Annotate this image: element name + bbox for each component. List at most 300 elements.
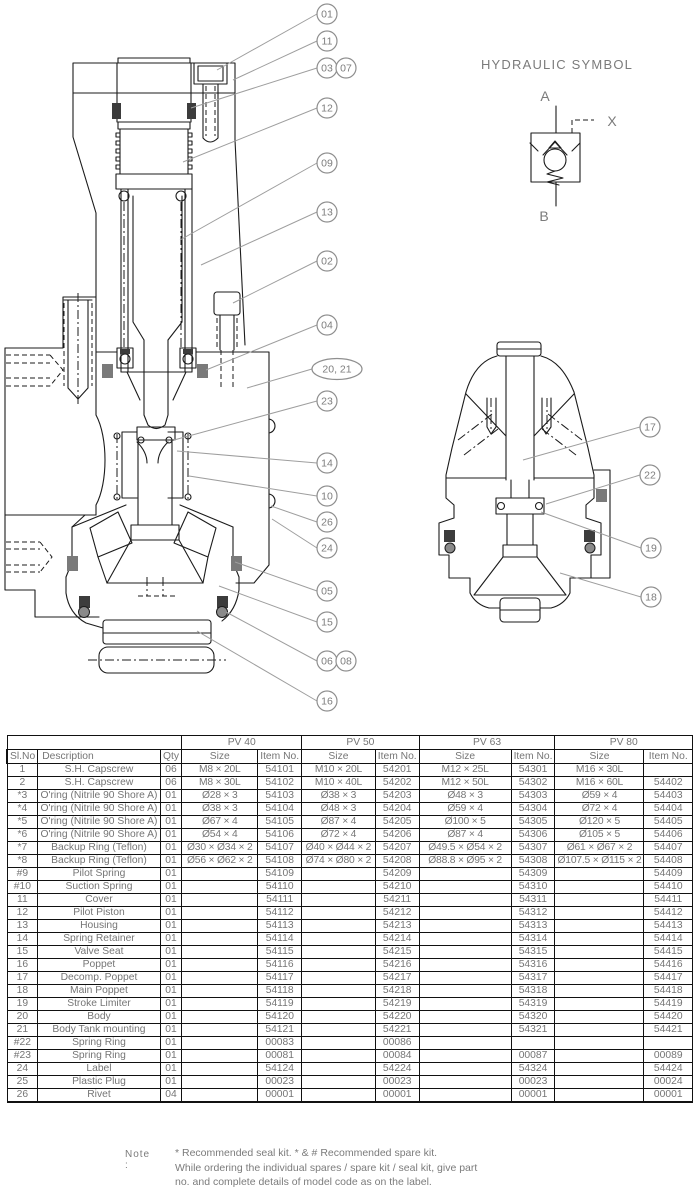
table-cell: *8: [7, 855, 38, 868]
col-header-size-pv63: Size: [419, 750, 511, 764]
table-cell: 21: [7, 1024, 38, 1037]
table-cell: [302, 959, 376, 972]
table-cell: 54416: [644, 959, 693, 972]
table-cell: [182, 1063, 258, 1076]
table-cell: 54219: [375, 998, 419, 1011]
callout-20-21: [312, 359, 362, 380]
table-cell: [182, 881, 258, 894]
table-cell: Housing: [38, 920, 161, 933]
table-cell: 01: [160, 803, 182, 816]
table-cell: 01: [160, 855, 182, 868]
table-cell: 54313: [511, 920, 555, 933]
col-header-description: Description: [38, 750, 161, 764]
table-cell: [419, 1050, 511, 1063]
callout-13: [317, 202, 337, 222]
table-cell: 54302: [511, 777, 555, 790]
table-cell: [182, 894, 258, 907]
table-cell: 54402: [644, 777, 693, 790]
table-cell: Valve Seat: [38, 946, 161, 959]
table-cell: [555, 881, 644, 894]
col-header-item-pv40: Item No.: [258, 750, 302, 764]
table-cell: [555, 998, 644, 1011]
table-cell: Ø67 × 4: [182, 816, 258, 829]
table-cell: [419, 1076, 511, 1089]
table-row: [7, 803, 693, 816]
table-cell: [182, 959, 258, 972]
table-cell: 54410: [644, 881, 693, 894]
table-cell: [182, 985, 258, 998]
table-cell: Ø59 × 4: [419, 803, 511, 816]
table-row: [7, 1050, 693, 1063]
table-cell: Ø48 × 3: [419, 790, 511, 803]
table-cell: 54306: [511, 829, 555, 842]
table-cell: 54411: [644, 894, 693, 907]
table-cell: 54316: [511, 959, 555, 972]
table-cell: [419, 907, 511, 920]
table-cell: 00086: [375, 1037, 419, 1050]
table-cell: [302, 1011, 376, 1024]
note-line: no. and complete details of model code as on the label.: [175, 1176, 432, 1188]
callout-15: [317, 612, 337, 632]
table-cell: [511, 1037, 555, 1050]
table-cell: 18: [7, 985, 38, 998]
table-row: [7, 946, 693, 959]
table-group-header-row: [7, 736, 693, 750]
table-cell: 54405: [644, 816, 693, 829]
table-cell: [302, 1037, 376, 1050]
table-cell: 54113: [258, 920, 302, 933]
table-cell: 54408: [644, 855, 693, 868]
table-cell: [419, 985, 511, 998]
table-cell: [182, 1076, 258, 1089]
table-cell: #9: [7, 868, 38, 881]
table-cell: 54208: [375, 855, 419, 868]
table-cell: Ø56 × Ø62 × 2: [182, 855, 258, 868]
table-cell: 01: [160, 1037, 182, 1050]
table-cell: Ø87 × 4: [419, 829, 511, 842]
table-cell: Ø87 × 4: [302, 816, 376, 829]
table-cell: 54314: [511, 933, 555, 946]
table-cell: 54105: [258, 816, 302, 829]
table-cell: O'ring (Nitrile 90 Shore A): [38, 803, 161, 816]
table-cell: Ø74 × Ø80 × 2: [302, 855, 376, 868]
table-cell: [302, 894, 376, 907]
parts-table-body: [7, 764, 693, 1103]
table-cell: 01: [160, 920, 182, 933]
table-cell: 54124: [258, 1063, 302, 1076]
table-cell: Ø38 × 3: [302, 790, 376, 803]
table-cell: *3: [7, 790, 38, 803]
table-cell: Body Tank mounting: [38, 1024, 161, 1037]
table-cell: #22: [7, 1037, 38, 1050]
table-cell: Label: [38, 1063, 161, 1076]
table-cell: [182, 1089, 258, 1103]
table-cell: [419, 920, 511, 933]
svg-text:06: 06: [321, 655, 333, 668]
port-x-label: X: [607, 113, 617, 129]
table-cell: Main Poppet: [38, 985, 161, 998]
table-cell: 54115: [258, 946, 302, 959]
table-cell: [182, 998, 258, 1011]
table-cell: 54310: [511, 881, 555, 894]
table-cell: 00089: [644, 1050, 693, 1063]
table-cell: 54214: [375, 933, 419, 946]
svg-text:08: 08: [340, 655, 352, 668]
table-cell: [419, 1063, 511, 1076]
table-cell: [419, 946, 511, 959]
table-cell: 54305: [511, 816, 555, 829]
svg-text:24: 24: [321, 542, 333, 555]
table-cell: M8 × 30L: [182, 777, 258, 790]
table-cell: 19: [7, 998, 38, 1011]
svg-text:07: 07: [340, 62, 352, 75]
table-cell: [555, 946, 644, 959]
table-cell: 16: [7, 959, 38, 972]
oring-seal: [112, 103, 121, 119]
callout-19: [641, 538, 661, 558]
table-row: [7, 933, 693, 946]
table-cell: 1: [7, 764, 38, 777]
table-cell: 11: [7, 894, 38, 907]
table-cell: 54421: [644, 1024, 693, 1037]
table-row: [7, 1089, 693, 1103]
table-cell: 17: [7, 972, 38, 985]
table-cell: Ø30 × Ø34 × 2: [182, 842, 258, 855]
table-cell: Pilot Piston: [38, 907, 161, 920]
table-cell: 54404: [644, 803, 693, 816]
table-cell: 54312: [511, 907, 555, 920]
table-cell: Ø49.5 × Ø54 × 2: [419, 842, 511, 855]
table-cell: 54109: [258, 868, 302, 881]
table-cell: 24: [7, 1063, 38, 1076]
svg-text:19: 19: [645, 542, 657, 555]
table-cell: 54309: [511, 868, 555, 881]
table-cell: 00001: [258, 1089, 302, 1103]
oring-seal: [187, 103, 196, 119]
table-cell: 01: [160, 1011, 182, 1024]
table-cell: 54415: [644, 946, 693, 959]
table-cell: 01: [160, 959, 182, 972]
table-cell: 54211: [375, 894, 419, 907]
callout-10: [317, 486, 337, 506]
table-cell: [302, 985, 376, 998]
table-cell: Poppet: [38, 959, 161, 972]
table-cell: [182, 1011, 258, 1024]
table-row: [7, 855, 693, 868]
table-cell: [302, 868, 376, 881]
table-cell: #23: [7, 1050, 38, 1063]
table-cell: [182, 920, 258, 933]
table-cell: 54104: [258, 803, 302, 816]
table-cell: 54403: [644, 790, 693, 803]
table-cell: 54324: [511, 1063, 555, 1076]
table-cell: 01: [160, 972, 182, 985]
callout-24: [317, 538, 337, 558]
table-cell: Suction Spring: [38, 881, 161, 894]
table-cell: 54114: [258, 933, 302, 946]
table-cell: 54120: [258, 1011, 302, 1024]
table-cell: M10 × 40L: [302, 777, 376, 790]
group-header-pv50: PV 50: [302, 736, 420, 750]
table-cell: Body: [38, 1011, 161, 1024]
svg-text:26: 26: [321, 516, 333, 529]
col-header-size-pv80: Size: [555, 750, 644, 764]
table-cell: 54424: [644, 1063, 693, 1076]
table-cell: 54216: [375, 959, 419, 972]
table-cell: [555, 1037, 644, 1050]
svg-text:22: 22: [644, 469, 656, 482]
svg-text:04: 04: [321, 319, 333, 332]
table-cell: 01: [160, 1063, 182, 1076]
port-a-label: A: [540, 88, 550, 104]
table-cell: [555, 985, 644, 998]
table-row: [7, 1037, 693, 1050]
table-cell: 01: [160, 1076, 182, 1089]
table-cell: O'ring (Nitrile 90 Shore A): [38, 829, 161, 842]
callout-18: [641, 587, 661, 607]
svg-text:17: 17: [644, 421, 656, 434]
hydraulic-symbol-title: HYDRAULIC SYMBOL: [480, 57, 634, 72]
table-cell: 54116: [258, 959, 302, 972]
table-cell: 01: [160, 1050, 182, 1063]
table-cell: [555, 972, 644, 985]
table-cell: [555, 920, 644, 933]
table-cell: 54111: [258, 894, 302, 907]
svg-text:11: 11: [321, 35, 333, 48]
table-row: [7, 959, 693, 972]
table-cell: 54121: [258, 1024, 302, 1037]
svg-text:16: 16: [321, 695, 333, 708]
svg-text:20, 21: 20, 21: [322, 363, 352, 376]
svg-text:10: 10: [321, 490, 333, 503]
table-cell: 00001: [644, 1089, 693, 1103]
table-row: [7, 907, 693, 920]
table-cell: 01: [160, 933, 182, 946]
table-cell: 01: [160, 907, 182, 920]
table-cell: [555, 894, 644, 907]
table-cell: [302, 907, 376, 920]
callout-17: [640, 417, 660, 437]
note-label: Note :: [125, 1149, 151, 1171]
table-cell: 01: [160, 842, 182, 855]
table-cell: Backup Ring (Teflon): [38, 842, 161, 855]
table-cell: 54321: [511, 1024, 555, 1037]
table-cell: [419, 1037, 511, 1050]
table-cell: 01: [160, 1024, 182, 1037]
svg-text:13: 13: [321, 206, 333, 219]
table-cell: 54224: [375, 1063, 419, 1076]
svg-text:18: 18: [645, 591, 657, 604]
table-cell: [644, 1037, 693, 1050]
table-row: [7, 920, 693, 933]
table-cell: 54319: [511, 998, 555, 1011]
group-header-pv63: PV 63: [419, 736, 555, 750]
table-cell: S.H. Capscrew: [38, 764, 161, 777]
table-row: [7, 842, 693, 855]
table-cell: 54303: [511, 790, 555, 803]
callout-14: [317, 453, 337, 473]
svg-text:14: 14: [321, 457, 333, 470]
col-header-item-pv63: Item No.: [511, 750, 555, 764]
table-cell: 00023: [375, 1076, 419, 1089]
table-cell: 54107: [258, 842, 302, 855]
table-cell: 54308: [511, 855, 555, 868]
table-cell: Ø72 × 4: [302, 829, 376, 842]
callout-09: [317, 153, 337, 173]
table-cell: 2: [7, 777, 38, 790]
table-cell: M12 × 50L: [419, 777, 511, 790]
table-cell: *5: [7, 816, 38, 829]
table-row: [7, 1076, 693, 1089]
callout-02: [317, 251, 337, 271]
table-cell: [302, 881, 376, 894]
table-cell: [555, 1050, 644, 1063]
table-cell: 13: [7, 920, 38, 933]
table-row: [7, 764, 693, 777]
table-cell: 54204: [375, 803, 419, 816]
table-cell: 54210: [375, 881, 419, 894]
table-cell: [555, 933, 644, 946]
col-header-item-pv80: Item No.: [644, 750, 693, 764]
table-cell: 54419: [644, 998, 693, 1011]
table-cell: 00024: [644, 1076, 693, 1089]
side-bolt: [214, 292, 240, 315]
table-cell: 54205: [375, 816, 419, 829]
callout-12: [317, 98, 337, 118]
leader-lines: [174, 14, 641, 701]
table-cell: 20: [7, 1011, 38, 1024]
table-cell: Cover: [38, 894, 161, 907]
table-cell: Rivet: [38, 1089, 161, 1103]
table-cell: [419, 894, 511, 907]
table-cell: 01: [160, 881, 182, 894]
table-cell: Ø59 × 4: [555, 790, 644, 803]
oring-seal: [217, 607, 228, 618]
table-cell: *7: [7, 842, 38, 855]
table-cell: 54218: [375, 985, 419, 998]
table-cell: M8 × 20L: [182, 764, 258, 777]
callout-23: [317, 391, 337, 411]
table-cell: 54213: [375, 920, 419, 933]
table-cell: 01: [160, 946, 182, 959]
table-cell: Ø107.5 × Ø115 × 2: [555, 855, 644, 868]
table-cell: [419, 1089, 511, 1103]
table-cell: 00023: [258, 1076, 302, 1089]
table-cell: 01: [160, 985, 182, 998]
table-cell: 06: [160, 764, 182, 777]
table-cell: [182, 868, 258, 881]
table-cell: 54206: [375, 829, 419, 842]
table-cell: Spring Retainer: [38, 933, 161, 946]
table-cell: [182, 1050, 258, 1063]
table-cell: 26: [7, 1089, 38, 1103]
table-cell: Ø38 × 3: [182, 803, 258, 816]
table-cell: [419, 959, 511, 972]
table-row: [7, 881, 693, 894]
hydraulic-symbol: [481, 57, 633, 224]
table-cell: 01: [160, 816, 182, 829]
callout-balloons: [312, 4, 661, 711]
table-cell: 54203: [375, 790, 419, 803]
svg-text:01: 01: [321, 8, 333, 21]
table-cell: [419, 1011, 511, 1024]
table-cell: 54102: [258, 777, 302, 790]
table-cell: O'ring (Nitrile 90 Shore A): [38, 816, 161, 829]
table-cell: 54119: [258, 998, 302, 1011]
table-cell: Ø120 × 5: [555, 816, 644, 829]
table-cell: Ø100 × 5: [419, 816, 511, 829]
table-column-header-row: [7, 750, 693, 764]
table-cell: Decomp. Poppet: [38, 972, 161, 985]
group-header-pv80: PV 80: [555, 736, 693, 750]
table-cell: 54311: [511, 894, 555, 907]
table-cell: 54413: [644, 920, 693, 933]
table-cell: 01: [160, 790, 182, 803]
table-cell: [555, 907, 644, 920]
table-cell: 54412: [644, 907, 693, 920]
table-cell: 54221: [375, 1024, 419, 1037]
table-cell: 54418: [644, 985, 693, 998]
table-row: [7, 998, 693, 1011]
table-cell: 01: [160, 894, 182, 907]
group-header-spacer: [7, 736, 182, 750]
table-cell: [302, 1050, 376, 1063]
table-cell: [302, 946, 376, 959]
table-cell: [182, 972, 258, 985]
table-cell: Stroke Limiter: [38, 998, 161, 1011]
note-line: While ordering the individual spares / spare kit / seal kit, give part: [175, 1161, 478, 1174]
table-cell: [419, 998, 511, 1011]
table-cell: [302, 1063, 376, 1076]
table-cell: Plastic Plug: [38, 1076, 161, 1089]
table-cell: Ø54 × 4: [182, 829, 258, 842]
table-cell: [182, 907, 258, 920]
table-cell: [555, 1024, 644, 1037]
table-cell: M16 × 60L: [555, 777, 644, 790]
table-cell: [302, 920, 376, 933]
table-cell: 54320: [511, 1011, 555, 1024]
oring-seal: [79, 607, 90, 618]
table-cell: 54301: [511, 764, 555, 777]
table-cell: [302, 1076, 376, 1089]
table-cell: 15: [7, 946, 38, 959]
table-cell: 54101: [258, 764, 302, 777]
table-cell: 00081: [258, 1050, 302, 1063]
table-row: [7, 1011, 693, 1024]
table-cell: 54108: [258, 855, 302, 868]
table-cell: 01: [160, 829, 182, 842]
table-cell: Spring Ring: [38, 1050, 161, 1063]
table-cell: 54117: [258, 972, 302, 985]
svg-text:05: 05: [321, 585, 333, 598]
table-cell: 54201: [375, 764, 419, 777]
table-row: [7, 777, 693, 790]
table-cell: M10 × 20L: [302, 764, 376, 777]
table-cell: 54220: [375, 1011, 419, 1024]
table-cell: 54106: [258, 829, 302, 842]
note-line: * Recommended seal kit. * & # Recommended spare kit.: [175, 1147, 438, 1159]
table-cell: O'ring (Nitrile 90 Shore A): [38, 790, 161, 803]
table-cell: [302, 933, 376, 946]
table-cell: Ø48 × 3: [302, 803, 376, 816]
table-cell: [419, 868, 511, 881]
table-cell: M16 × 30L: [555, 764, 644, 777]
table-cell: 54103: [258, 790, 302, 803]
table-cell: [555, 959, 644, 972]
callout-04: [317, 315, 337, 335]
table-cell: [419, 933, 511, 946]
table-cell: 06: [160, 777, 182, 790]
